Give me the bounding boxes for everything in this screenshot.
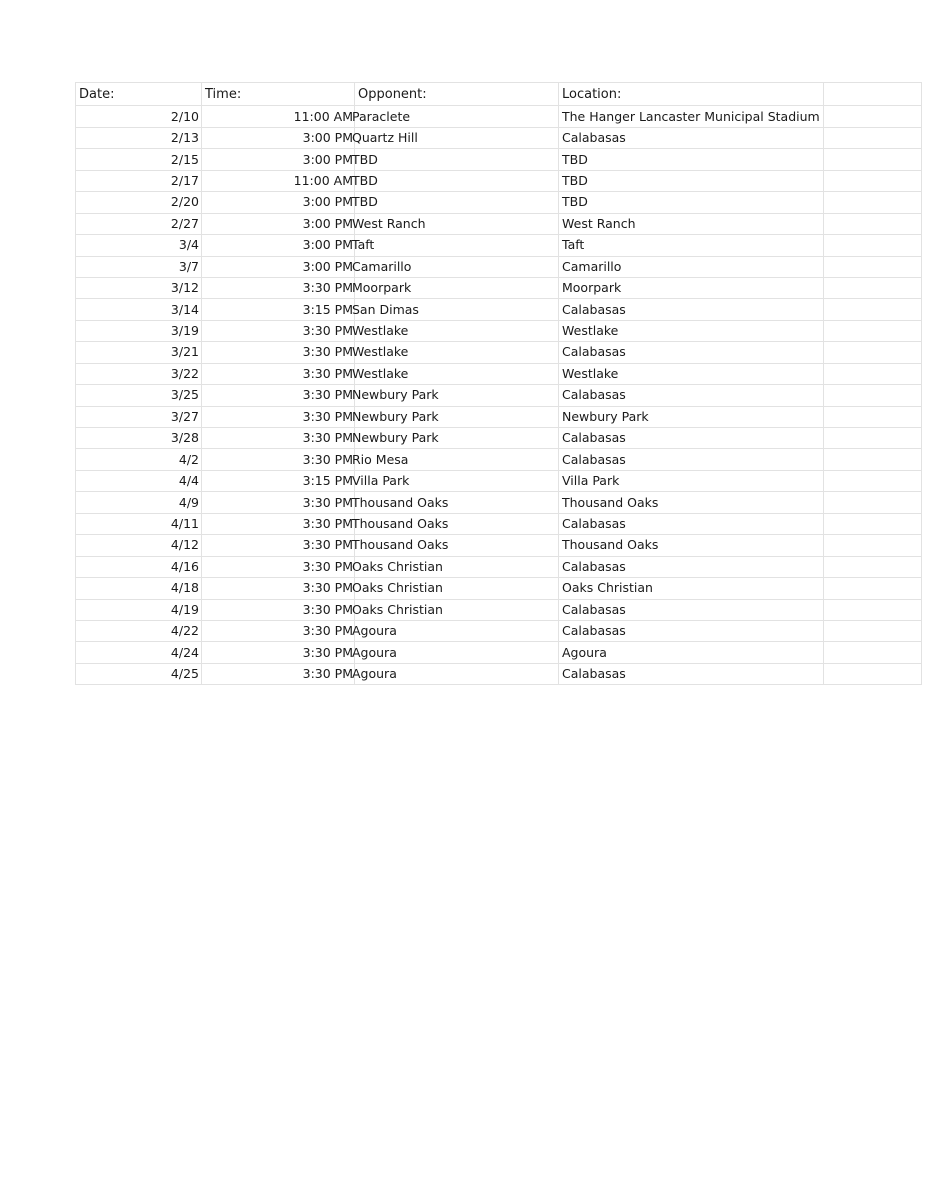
table-row: [76, 406, 922, 427]
game-date: 4/11: [76, 513, 202, 534]
game-time: 3:30 PM: [202, 620, 355, 641]
game-location: Westlake: [562, 323, 619, 339]
empty-cell: [823, 599, 921, 620]
table-row: [76, 149, 922, 170]
game-location: TBD: [562, 172, 588, 188]
header-empty-cell: [823, 83, 921, 106]
game-date: 3/12: [76, 277, 202, 298]
game-time: 3:30 PM: [202, 535, 355, 556]
game-opponent: Camarillo: [352, 258, 412, 274]
game-opponent: San Dimas: [352, 301, 419, 317]
game-opponent-cell: [352, 256, 559, 277]
empty-cell: [823, 470, 921, 491]
table-row: [76, 363, 922, 384]
table-row: [76, 342, 922, 363]
game-location: West Ranch: [562, 215, 636, 231]
game-date: 4/24: [76, 642, 202, 663]
game-opponent: Villa Park: [352, 473, 410, 489]
game-opponent-cell: [352, 406, 559, 427]
empty-cell: [823, 213, 921, 234]
game-time: 3:30 PM: [202, 492, 355, 513]
table-row: [76, 535, 922, 556]
header-location: Location:: [559, 83, 824, 106]
game-opponent-cell: [352, 428, 559, 449]
game-date: 4/9: [76, 492, 202, 513]
game-date: 3/19: [76, 320, 202, 341]
game-location-cell: [559, 149, 824, 170]
game-opponent-cell: [352, 213, 559, 234]
game-time: 3:30 PM: [202, 642, 355, 663]
game-location: Calabasas: [562, 601, 626, 617]
table-row: [76, 620, 922, 641]
table-row: [76, 127, 922, 148]
game-opponent: TBD: [352, 194, 378, 210]
game-time: 3:30 PM: [202, 320, 355, 341]
empty-cell: [823, 406, 921, 427]
game-opponent-cell: [352, 299, 559, 320]
empty-cell: [823, 342, 921, 363]
game-date: 4/2: [76, 449, 202, 470]
game-date: 3/22: [76, 363, 202, 384]
empty-cell: [823, 127, 921, 148]
table-row: [76, 663, 922, 684]
game-opponent: Rio Mesa: [352, 451, 409, 467]
game-time: 3:30 PM: [202, 663, 355, 684]
game-location-cell: [559, 535, 824, 556]
game-location: The Hanger Lancaster Municipal Stadium: [562, 108, 820, 124]
game-opponent: Westlake: [352, 344, 409, 360]
game-time: 3:30 PM: [202, 428, 355, 449]
game-date: 4/4: [76, 470, 202, 491]
game-opponent: Taft: [352, 237, 375, 253]
game-location: Taft: [562, 237, 585, 253]
table-row: [76, 235, 922, 256]
game-time: 3:30 PM: [202, 385, 355, 406]
game-date: 4/19: [76, 599, 202, 620]
empty-cell: [823, 363, 921, 384]
game-opponent: Oaks Christian: [352, 601, 443, 617]
game-date: 4/22: [76, 620, 202, 641]
game-location-cell: [559, 213, 824, 234]
game-date: 3/27: [76, 406, 202, 427]
table-row: [76, 556, 922, 577]
game-opponent-cell: [352, 642, 559, 663]
game-time: 3:15 PM: [202, 470, 355, 491]
game-date: 4/12: [76, 535, 202, 556]
game-location-cell: [559, 492, 824, 513]
table-row: [76, 256, 922, 277]
game-opponent: TBD: [352, 151, 378, 167]
game-location-cell: [559, 406, 824, 427]
game-opponent: Newbury Park: [352, 387, 439, 403]
schedule-header: [76, 83, 922, 106]
empty-cell: [823, 170, 921, 191]
game-date: 3/21: [76, 342, 202, 363]
header-date: Date:: [76, 83, 202, 106]
game-location-cell: [559, 192, 824, 213]
game-location-cell: [559, 320, 824, 341]
game-location: Villa Park: [562, 473, 620, 489]
schedule-table: [75, 82, 922, 685]
game-time: 3:30 PM: [202, 342, 355, 363]
game-date: 2/10: [76, 106, 202, 127]
game-location: TBD: [562, 194, 588, 210]
table-row: [76, 428, 922, 449]
game-opponent-cell: [352, 106, 559, 127]
empty-cell: [823, 513, 921, 534]
game-opponent-cell: [352, 556, 559, 577]
game-date: 2/27: [76, 213, 202, 234]
game-opponent: Westlake: [352, 323, 409, 339]
game-location: Newbury Park: [562, 408, 649, 424]
game-location: Thousand Oaks: [562, 537, 659, 553]
game-time: 3:30 PM: [202, 449, 355, 470]
game-location: Calabasas: [562, 451, 626, 467]
empty-cell: [823, 256, 921, 277]
empty-cell: [823, 149, 921, 170]
table-row: [76, 106, 922, 127]
game-time: 11:00 AM: [202, 106, 355, 127]
game-location: Oaks Christian: [562, 580, 653, 596]
game-location: Calabasas: [562, 515, 626, 531]
game-opponent-cell: [352, 149, 559, 170]
game-location: Calabasas: [562, 558, 626, 574]
game-location-cell: [559, 277, 824, 298]
game-location-cell: [559, 513, 824, 534]
empty-cell: [823, 449, 921, 470]
game-opponent: Moorpark: [352, 280, 412, 296]
table-row: [76, 513, 922, 534]
game-opponent-cell: [352, 663, 559, 684]
game-opponent: Westlake: [352, 365, 409, 381]
game-opponent-cell: [352, 385, 559, 406]
game-location: Calabasas: [562, 387, 626, 403]
table-row: [76, 277, 922, 298]
game-time: 3:00 PM: [202, 127, 355, 148]
game-location: Westlake: [562, 365, 619, 381]
game-location-cell: [559, 363, 824, 384]
game-location: TBD: [562, 151, 588, 167]
game-location: Calabasas: [562, 301, 626, 317]
table-row: [76, 578, 922, 599]
game-opponent-cell: [352, 492, 559, 513]
game-opponent: Oaks Christian: [352, 558, 443, 574]
game-date: 2/13: [76, 127, 202, 148]
game-opponent-cell: [352, 578, 559, 599]
game-location-cell: [559, 428, 824, 449]
empty-cell: [823, 492, 921, 513]
game-time: 3:30 PM: [202, 556, 355, 577]
game-location-cell: [559, 299, 824, 320]
table-row: [76, 599, 922, 620]
game-opponent-cell: [352, 535, 559, 556]
game-location-cell: [559, 663, 824, 684]
game-opponent-cell: [352, 342, 559, 363]
schedule-body: [76, 106, 922, 685]
game-opponent: Thousand Oaks: [352, 537, 449, 553]
game-date: 3/14: [76, 299, 202, 320]
game-opponent: Paraclete: [352, 108, 411, 124]
game-opponent-cell: [352, 277, 559, 298]
game-opponent-cell: [352, 192, 559, 213]
empty-cell: [823, 663, 921, 684]
table-row: [76, 492, 922, 513]
game-location-cell: [559, 578, 824, 599]
game-opponent-cell: [352, 599, 559, 620]
table-row: [76, 192, 922, 213]
game-location-cell: [559, 256, 824, 277]
game-date: 3/25: [76, 385, 202, 406]
header-opponent: Opponent:: [355, 83, 559, 106]
game-date: 2/20: [76, 192, 202, 213]
game-opponent: Agoura: [352, 666, 397, 682]
game-time: 3:00 PM: [202, 149, 355, 170]
table-row: [76, 213, 922, 234]
game-opponent-cell: [352, 363, 559, 384]
game-opponent-cell: [352, 513, 559, 534]
empty-cell: [823, 556, 921, 577]
table-row: [76, 320, 922, 341]
header-row: [76, 83, 922, 106]
game-location-cell: [559, 127, 824, 148]
empty-cell: [823, 320, 921, 341]
game-location-cell: [559, 235, 824, 256]
empty-cell: [823, 299, 921, 320]
game-date: 2/17: [76, 170, 202, 191]
game-opponent: Agoura: [352, 644, 397, 660]
game-time: 3:30 PM: [202, 363, 355, 384]
game-location: Camarillo: [562, 258, 622, 274]
game-location-cell: [559, 642, 824, 663]
game-location-cell: [559, 599, 824, 620]
game-date: 4/18: [76, 578, 202, 599]
game-location-cell: [559, 106, 824, 127]
game-location: Moorpark: [562, 280, 622, 296]
game-opponent-cell: [352, 470, 559, 491]
game-date: 4/25: [76, 663, 202, 684]
game-time: 3:30 PM: [202, 578, 355, 599]
empty-cell: [823, 277, 921, 298]
game-time: 11:00 AM: [202, 170, 355, 191]
table-row: [76, 385, 922, 406]
game-time: 3:00 PM: [202, 256, 355, 277]
empty-cell: [823, 642, 921, 663]
game-location-cell: [559, 170, 824, 191]
table-row: [76, 470, 922, 491]
game-location-cell: [559, 385, 824, 406]
empty-cell: [823, 535, 921, 556]
game-location-cell: [559, 449, 824, 470]
game-location: Calabasas: [562, 666, 626, 682]
game-opponent: Quartz Hill: [352, 130, 418, 146]
empty-cell: [823, 620, 921, 641]
game-location: Calabasas: [562, 344, 626, 360]
game-time: 3:00 PM: [202, 192, 355, 213]
game-location-cell: [559, 470, 824, 491]
game-opponent: Agoura: [352, 623, 397, 639]
empty-cell: [823, 385, 921, 406]
game-time: 3:00 PM: [202, 235, 355, 256]
game-opponent: Thousand Oaks: [352, 494, 449, 510]
game-time: 3:30 PM: [202, 513, 355, 534]
game-time: 3:00 PM: [202, 213, 355, 234]
game-opponent-cell: [352, 170, 559, 191]
game-date: 4/16: [76, 556, 202, 577]
game-location: Calabasas: [562, 130, 626, 146]
game-date: 3/7: [76, 256, 202, 277]
game-time: 3:15 PM: [202, 299, 355, 320]
game-opponent-cell: [352, 449, 559, 470]
game-time: 3:30 PM: [202, 406, 355, 427]
game-opponent-cell: [352, 235, 559, 256]
header-time: Time:: [202, 83, 355, 106]
game-location: Thousand Oaks: [562, 494, 659, 510]
game-opponent: Newbury Park: [352, 408, 439, 424]
game-opponent-cell: [352, 127, 559, 148]
empty-cell: [823, 106, 921, 127]
empty-cell: [823, 578, 921, 599]
game-location: Calabasas: [562, 623, 626, 639]
game-opponent-cell: [352, 320, 559, 341]
empty-cell: [823, 192, 921, 213]
table-row: [76, 642, 922, 663]
game-opponent: Thousand Oaks: [352, 515, 449, 531]
game-opponent: TBD: [352, 172, 378, 188]
game-location-cell: [559, 620, 824, 641]
game-date: 3/28: [76, 428, 202, 449]
game-location: Agoura: [562, 644, 607, 660]
game-time: 3:30 PM: [202, 599, 355, 620]
table-row: [76, 170, 922, 191]
game-location-cell: [559, 342, 824, 363]
game-opponent: Newbury Park: [352, 430, 439, 446]
empty-cell: [823, 428, 921, 449]
game-location-cell: [559, 556, 824, 577]
game-location: Calabasas: [562, 430, 626, 446]
empty-cell: [823, 235, 921, 256]
game-opponent: West Ranch: [352, 215, 426, 231]
game-opponent: Oaks Christian: [352, 580, 443, 596]
game-date: 3/4: [76, 235, 202, 256]
table-row: [76, 299, 922, 320]
game-time: 3:30 PM: [202, 277, 355, 298]
table-row: [76, 449, 922, 470]
game-opponent-cell: [352, 620, 559, 641]
game-date: 2/15: [76, 149, 202, 170]
